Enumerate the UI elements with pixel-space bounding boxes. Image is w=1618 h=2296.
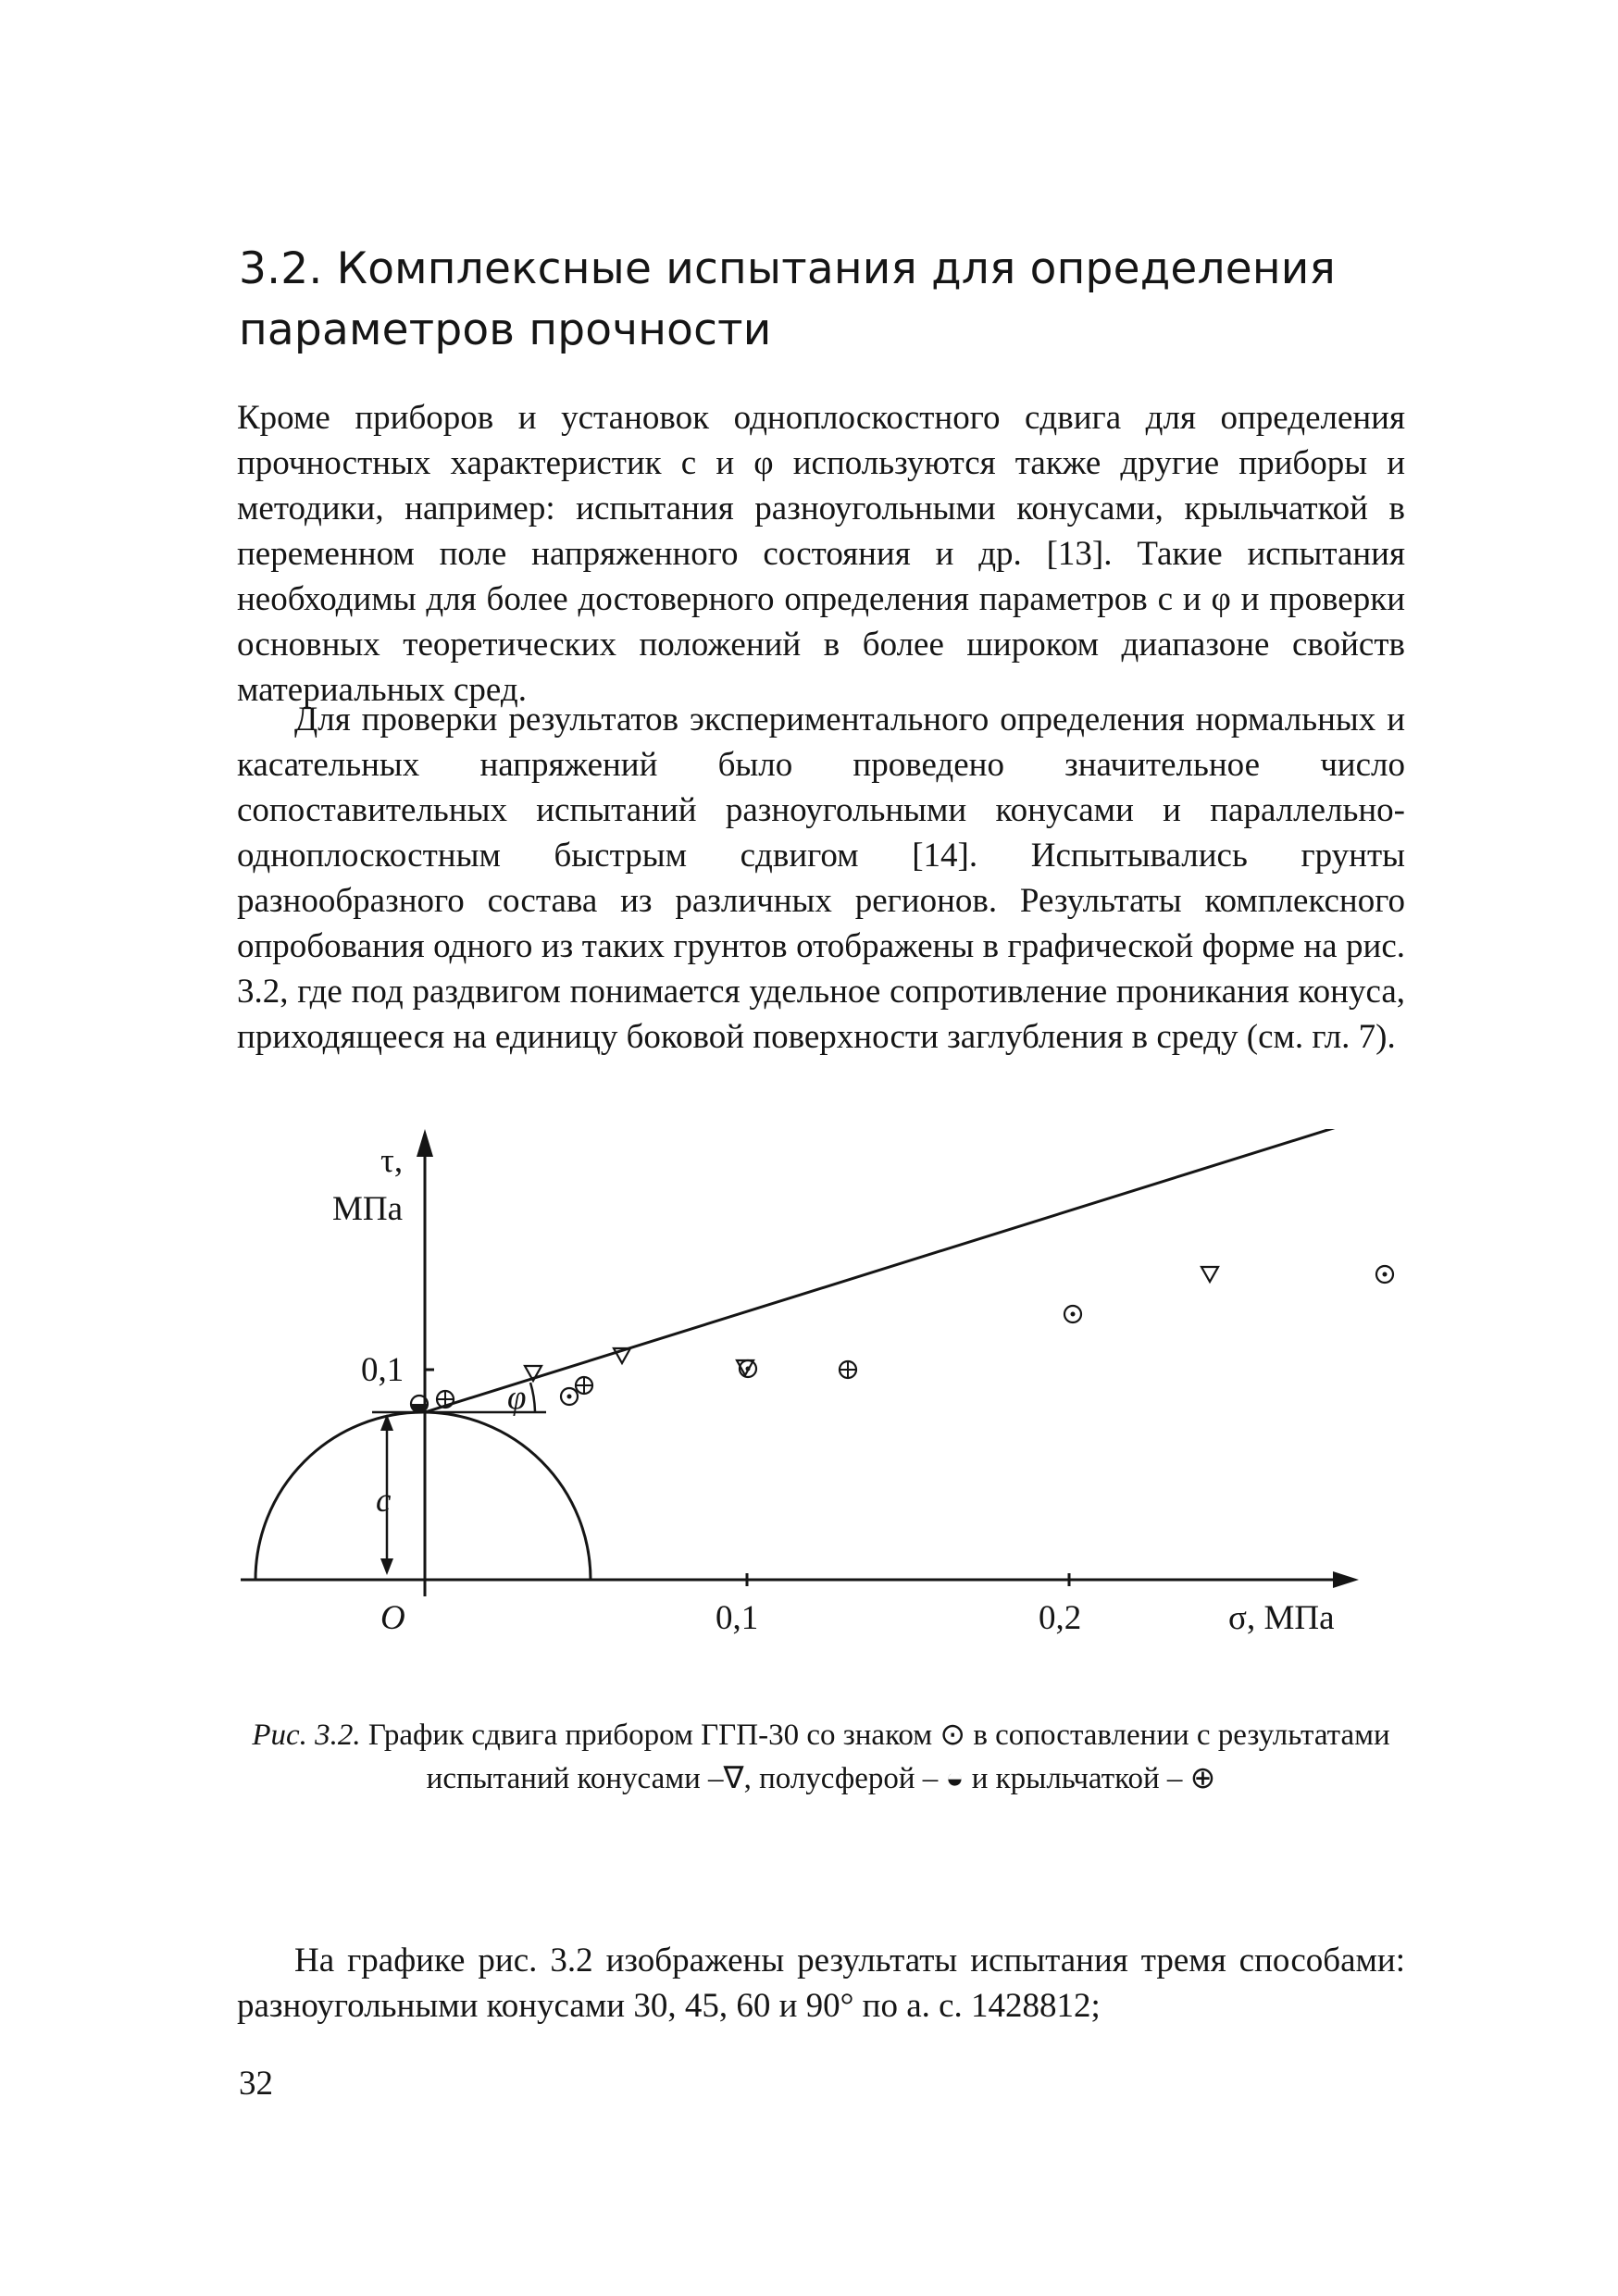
paragraph-1: Кроме приборов и установок одноплоскостного сдвига для определения прочностных характеристик c и φ используются также другие приборы и методики, например: испытания разноугольными конусами, крыльчаткой в переменном поле напряженного состояния и др. [13]. Такие испытания необходимы для более достоверного определения параметров c и φ и проверки основных теоретических положений в более широком диапазоне свойств материальных сред. xyxy=(237,399,1405,709)
section-title: 3.2. Комплексные испытания для определения параметров прочности xyxy=(239,243,1337,355)
figure-caption-text: График сдвига прибором ГГП-30 со знаком ⊙ в сопоставлении с результатами испытаний конусами –∇, полусферой – ◒ и крыльчаткой – ⊕ xyxy=(360,1719,1390,1795)
figure-caption xyxy=(237,1714,1405,1801)
point-triangle-down-3 xyxy=(1201,1267,1218,1282)
y-axis-label-line1: τ, xyxy=(380,1142,404,1180)
friction-angle-label: φ xyxy=(507,1379,527,1417)
x-tick-label-0-1: 0,1 xyxy=(716,1599,759,1637)
y-axis-arrow xyxy=(417,1129,433,1157)
paragraph-2: Для проверки результатов экспериментального определения нормальных и касательных напряжений было проведено значительное число сопоставительных испытаний разноугольными конусами и параллельно-одноплоскостным быстрым сдвигом [14]. Испытывались грунты разнообразного состава из различных регионов. Результаты комплексного опробования одного из таких грунтов отображены в графической форме на рис. 3.2, где под раздвигом понимается удельное сопротивление проникания конуса, приходящееся на единицу боковой поверхности заглубления в среду (см. гл. 7). xyxy=(237,701,1405,1056)
figure-caption-label: Рис. 3.2. xyxy=(252,1719,361,1752)
origin-label: O xyxy=(380,1599,405,1637)
cohesion-arrow-bottom xyxy=(380,1558,393,1575)
x-tick-label-0-2: 0,2 xyxy=(1039,1599,1082,1637)
strength-envelope-line xyxy=(425,1129,1339,1412)
point-dot-circle-0-center xyxy=(567,1395,572,1399)
shear-chart xyxy=(222,1129,1425,1684)
chart-labels xyxy=(332,1142,1335,1637)
chart-axes xyxy=(241,1129,1359,1596)
point-dot-circle-3-center xyxy=(1383,1272,1388,1277)
x-axis-arrow xyxy=(1333,1571,1359,1588)
x-axis-label: σ, МПа xyxy=(1228,1599,1335,1637)
page-number: 32 xyxy=(239,2065,273,2103)
paragraph-3: На графике рис. 3.2 изображены результаты испытания тремя способами: разноугольными конусами 30, 45, 60 и 90° по а. с. 1428812; xyxy=(237,1942,1405,2025)
y-axis-label-line2: МПа xyxy=(332,1190,404,1228)
cohesion-label: c xyxy=(376,1482,392,1520)
point-dot-circle-2-center xyxy=(1071,1312,1076,1317)
y-tick-label-0-1: 0,1 xyxy=(361,1351,404,1389)
mohr-semicircle xyxy=(255,1412,591,1580)
friction-angle-arc xyxy=(530,1383,535,1412)
